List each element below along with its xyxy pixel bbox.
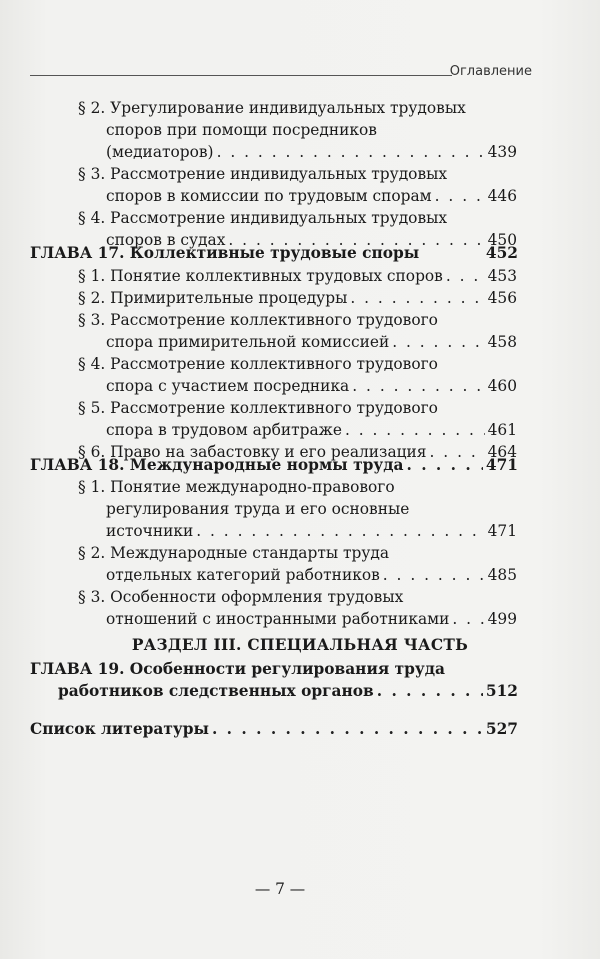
- page-number: 471: [485, 456, 518, 474]
- leader-dots: [383, 565, 485, 585]
- page-number: 512: [485, 682, 518, 700]
- leader-dots: [392, 332, 484, 352]
- toc-chapter-title: ГЛАВА 19. Особенности регулирования труда: [30, 660, 445, 678]
- page-number: 485: [487, 566, 517, 584]
- toc-chapter[interactable]: [30, 243, 518, 263]
- leader-dots: [377, 681, 483, 701]
- toc-entry[interactable]: [78, 288, 517, 308]
- leader-dots: [212, 719, 483, 739]
- toc-entry-title: спора примирительной комиссией: [106, 333, 390, 351]
- toc-entry[interactable]: [106, 376, 517, 396]
- toc-entry[interactable]: [106, 332, 517, 352]
- toc-entry[interactable]: [78, 266, 517, 286]
- toc-entry[interactable]: [106, 609, 517, 629]
- leader-dots: [435, 186, 485, 206]
- toc-entry[interactable]: [106, 142, 517, 162]
- toc-line: регулирования труда и его основные: [106, 500, 410, 518]
- toc-line: споров при помощи посредников: [106, 121, 377, 139]
- running-head: Оглавление: [449, 64, 532, 79]
- toc-bibliography-title: Список литературы: [30, 720, 209, 738]
- toc-line: § 2. Урегулирование индивидуальных трудовых: [78, 99, 466, 117]
- toc-entry[interactable]: [106, 420, 517, 440]
- leader-dots: [196, 521, 484, 541]
- toc-line: § 5. Рассмотрение коллективного трудового: [78, 399, 438, 417]
- page-number: 439: [487, 143, 517, 161]
- leader-dots: [345, 420, 485, 440]
- toc-entry-title: § 6. Право на забастовку и его реализация: [78, 443, 427, 461]
- leader-dots: [350, 288, 484, 308]
- toc-line: § 3. Рассмотрение индивидуальных трудовых: [78, 165, 448, 183]
- page-number: 460: [487, 377, 517, 395]
- toc-entry-title: § 2. Примирительные процедуры: [78, 289, 348, 307]
- page-number: 464: [487, 443, 517, 461]
- page-number: 453: [487, 267, 517, 285]
- toc-entry-title: источники: [106, 522, 194, 540]
- toc-chapter[interactable]: [30, 455, 518, 475]
- toc-line: § 3. Особенности оформления трудовых: [78, 588, 404, 606]
- toc-entry-title: споров в судах: [106, 231, 226, 249]
- toc-chapter-title: ГЛАВА 18. Международные нормы труда: [30, 456, 404, 474]
- leader-dots: [217, 142, 485, 162]
- toc-line: § 2. Международные стандарты труда: [78, 544, 390, 562]
- leader-dots: [452, 609, 484, 629]
- page-number: 452: [485, 244, 518, 262]
- page-number: 446: [487, 187, 517, 205]
- toc-chapter-title: работников следственных органов: [58, 682, 374, 700]
- page-number: 450: [487, 231, 517, 249]
- toc-entry[interactable]: [106, 521, 517, 541]
- toc-bibliography[interactable]: [30, 719, 518, 739]
- page-number: 461: [487, 421, 517, 439]
- toc-chapter[interactable]: [58, 681, 518, 701]
- toc-entry-title: отношений с иностранными работниками: [106, 610, 450, 628]
- toc-line: § 1. Понятие международно-правового: [78, 478, 395, 496]
- page-number: 471: [487, 522, 517, 540]
- toc-entry-title: (медиаторов): [106, 143, 214, 161]
- toc-line: § 3. Рассмотрение коллективного трудового: [78, 311, 438, 329]
- toc-line: § 4. Рассмотрение индивидуальных трудовых: [78, 209, 448, 227]
- page-number: 499: [487, 610, 517, 628]
- page-number: 458: [487, 333, 517, 351]
- header-rule: [30, 75, 452, 76]
- toc-line: § 4. Рассмотрение коллективного трудового: [78, 355, 438, 373]
- toc-chapter-title: ГЛАВА 17. Коллективные трудовые споры: [30, 244, 420, 262]
- toc-entry[interactable]: [106, 565, 517, 585]
- toc-entry[interactable]: [106, 186, 517, 206]
- toc-entry-title: спора с участием посредника: [106, 377, 350, 395]
- folio-page-number: — 7 —: [254, 880, 306, 898]
- leader-dots: [406, 455, 482, 475]
- leader-dots: [446, 266, 485, 286]
- page-number: 527: [485, 720, 518, 738]
- toc-entry-title: спора в трудовом арбитраже: [106, 421, 342, 439]
- section-title: РАЗДЕЛ III. СПЕЦИАЛЬНАЯ ЧАСТЬ: [131, 636, 469, 654]
- leader-dots: [352, 376, 484, 396]
- toc-entry-title: споров в комиссии по трудовым спорам: [106, 187, 432, 205]
- page-number: 456: [487, 289, 517, 307]
- toc-entry-title: отдельных категорий работников: [106, 566, 380, 584]
- toc-entry-title: § 1. Понятие коллективных трудовых споров: [78, 267, 443, 285]
